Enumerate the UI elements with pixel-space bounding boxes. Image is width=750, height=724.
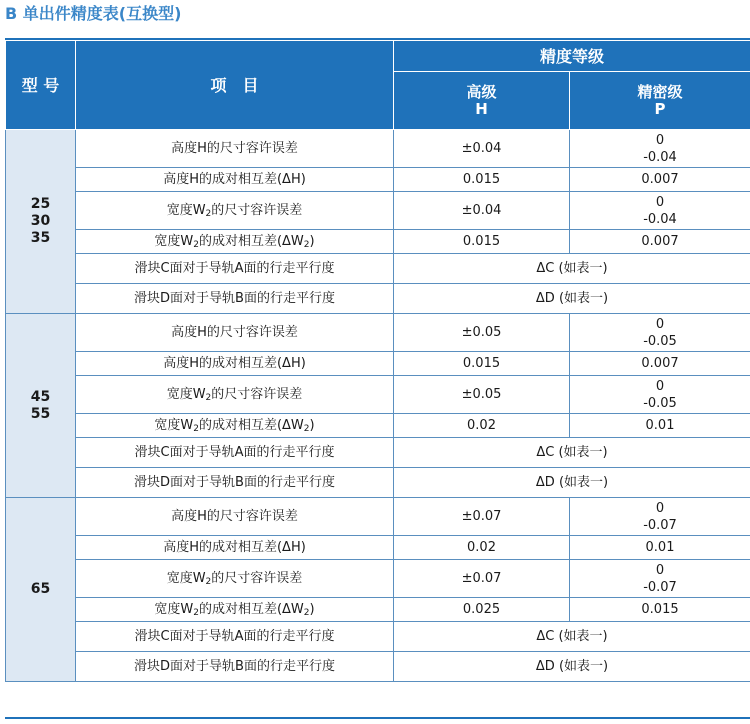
table-bottom-rule — [5, 717, 750, 719]
item-height-pair-diff: 高度H的成对相互差(ΔH) — [76, 352, 394, 376]
item-text: 宽度W — [154, 418, 194, 433]
table-row — [6, 192, 750, 230]
subscript: 2 — [193, 240, 199, 250]
item-text: 宽度W — [166, 571, 206, 586]
value-upper: 0 — [655, 194, 665, 210]
table-row — [6, 230, 750, 254]
header-item: 项 目 — [76, 41, 394, 130]
value-upper: 0 — [655, 316, 665, 332]
value-upper: 0 — [655, 562, 665, 578]
item-text: 的成对相互差(ΔW — [198, 234, 304, 249]
item-width-tolerance — [76, 376, 394, 414]
model-number: 35 — [30, 230, 51, 246]
item-text: ) — [309, 234, 315, 249]
value-precise: 0.007 — [570, 230, 750, 254]
item-text: 宽度W — [166, 387, 206, 402]
value-lower: -0.04 — [643, 149, 677, 165]
subscript: 2 — [205, 393, 212, 403]
value-precise: 0.007 — [570, 168, 750, 192]
value-high: 0.025 — [394, 598, 570, 622]
value-precise — [570, 498, 750, 536]
table-row — [6, 598, 750, 622]
model-number: 30 — [30, 213, 51, 229]
value-precise: 0.007 — [570, 352, 750, 376]
item-height-tolerance: 高度H的尺寸容许误差 — [76, 130, 394, 168]
value-precise: 0.015 — [570, 598, 750, 622]
subscript: 2 — [303, 240, 310, 250]
subscript: 2 — [303, 608, 310, 618]
table-row — [6, 652, 750, 682]
item-width-pair-diff — [76, 598, 394, 622]
value-c-parallelism: ΔC (如表一) — [394, 622, 750, 652]
value-high: ±0.05 — [394, 376, 570, 414]
table-row — [6, 376, 750, 414]
value-upper: 0 — [655, 500, 665, 516]
model-number: 65 — [30, 581, 51, 597]
item-width-pair-diff — [76, 230, 394, 254]
table-row — [6, 536, 750, 560]
table-row — [6, 560, 750, 598]
item-c-parallelism: 滑块C面对于导轨A面的行走平行度 — [76, 622, 394, 652]
table-row — [6, 498, 750, 536]
item-height-pair-diff: 高度H的成对相互差(ΔH) — [76, 536, 394, 560]
table-row — [6, 622, 750, 652]
table-row — [6, 314, 750, 352]
model-number: 55 — [30, 405, 51, 422]
model-number: 45 — [30, 388, 51, 405]
header-high-name: 高级 — [466, 82, 497, 101]
value-high: ±0.04 — [394, 130, 570, 168]
table-row — [6, 254, 750, 284]
item-text: ) — [309, 418, 315, 433]
value-precise: 0.01 — [570, 536, 750, 560]
item-text: 的尺寸容许误差 — [211, 387, 303, 402]
header-grade: 精度等级 — [394, 41, 750, 72]
value-high: 0.02 — [394, 414, 570, 438]
value-d-parallelism: ΔD (如表一) — [394, 652, 750, 682]
table-row — [6, 352, 750, 376]
value-precise: 0.01 — [570, 414, 750, 438]
value-precise — [570, 376, 750, 414]
item-d-parallelism: 滑块D面对于导轨B面的行走平行度 — [76, 652, 394, 682]
table-row — [6, 168, 750, 192]
value-lower: -0.04 — [643, 211, 677, 227]
precision-table — [5, 40, 750, 682]
item-text: 的成对相互差(ΔW — [198, 602, 304, 617]
header-model: 型 号 — [6, 41, 76, 130]
header-precise — [570, 72, 750, 130]
value-high: ±0.07 — [394, 498, 570, 536]
value-high: ±0.04 — [394, 192, 570, 230]
table-row — [6, 130, 750, 168]
model-number: 25 — [30, 196, 51, 212]
subscript: 2 — [205, 577, 212, 587]
value-d-parallelism: ΔD (如表一) — [394, 284, 750, 314]
header-high-code: H — [475, 99, 488, 118]
value-high: 0.02 — [394, 536, 570, 560]
item-height-pair-diff: 高度H的成对相互差(ΔH) — [76, 168, 394, 192]
subscript: 2 — [193, 608, 199, 618]
value-precise — [570, 314, 750, 352]
item-width-pair-diff — [76, 414, 394, 438]
item-d-parallelism: 滑块D面对于导轨B面的行走平行度 — [76, 468, 394, 498]
value-high: ±0.07 — [394, 560, 570, 598]
item-c-parallelism: 滑块C面对于导轨A面的行走平行度 — [76, 438, 394, 468]
table-row — [6, 468, 750, 498]
value-precise — [570, 192, 750, 230]
subscript: 2 — [205, 209, 212, 219]
value-d-parallelism: ΔD (如表一) — [394, 468, 750, 498]
item-text: 的尺寸容许误差 — [211, 571, 303, 586]
model-cell — [6, 314, 76, 498]
value-high: 0.015 — [394, 168, 570, 192]
value-lower: -0.05 — [643, 333, 677, 349]
value-high: ±0.05 — [394, 314, 570, 352]
page-title: B 单出件精度表(互换型) — [5, 4, 182, 23]
item-text: ) — [309, 602, 315, 617]
header-high — [394, 72, 570, 130]
value-upper: 0 — [655, 132, 665, 148]
value-high: 0.015 — [394, 230, 570, 254]
header-precise-code: P — [654, 99, 666, 118]
value-high: 0.015 — [394, 352, 570, 376]
item-text: 的尺寸容许误差 — [211, 203, 303, 218]
item-text: 宽度W — [166, 203, 206, 218]
value-upper: 0 — [655, 378, 665, 394]
model-cell — [6, 130, 76, 314]
value-precise — [570, 130, 750, 168]
item-height-tolerance: 高度H的尺寸容许误差 — [76, 314, 394, 352]
item-height-tolerance: 高度H的尺寸容许误差 — [76, 498, 394, 536]
item-text: 宽度W — [154, 602, 194, 617]
header-precise-name: 精密级 — [637, 82, 683, 101]
value-c-parallelism: ΔC (如表一) — [394, 438, 750, 468]
model-cell — [6, 498, 76, 682]
value-c-parallelism: ΔC (如表一) — [394, 254, 750, 284]
table-row — [6, 284, 750, 314]
subscript: 2 — [193, 424, 199, 434]
value-precise — [570, 560, 750, 598]
table-row — [6, 414, 750, 438]
item-c-parallelism: 滑块C面对于导轨A面的行走平行度 — [76, 254, 394, 284]
item-d-parallelism: 滑块D面对于导轨B面的行走平行度 — [76, 284, 394, 314]
table-body — [6, 130, 750, 682]
item-width-tolerance — [76, 192, 394, 230]
item-text: 的成对相互差(ΔW — [198, 418, 304, 433]
item-text: 宽度W — [154, 234, 194, 249]
subscript: 2 — [303, 424, 310, 434]
value-lower: -0.05 — [643, 395, 677, 411]
item-width-tolerance — [76, 560, 394, 598]
value-lower: -0.07 — [643, 579, 677, 595]
table-row — [6, 438, 750, 468]
value-lower: -0.07 — [643, 517, 677, 533]
